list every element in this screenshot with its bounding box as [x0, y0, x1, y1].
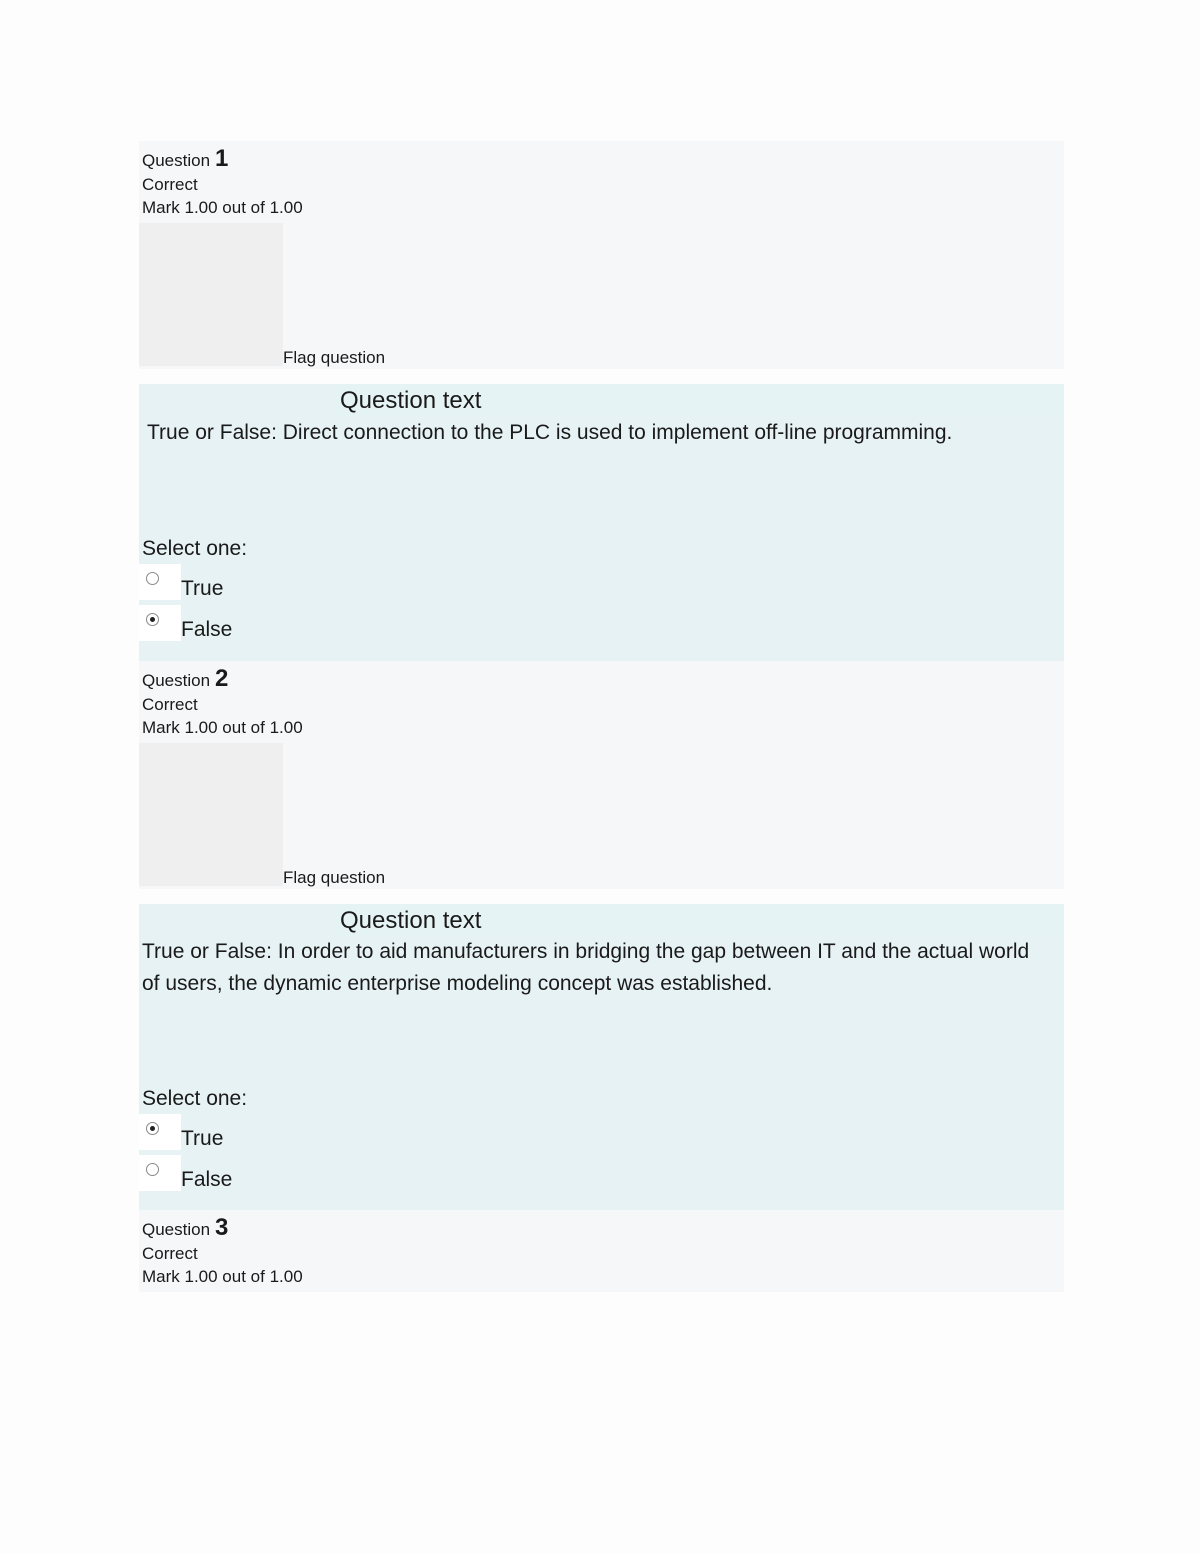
question-label: Question	[142, 1220, 211, 1239]
radio-false[interactable]	[146, 613, 159, 626]
radio-cell	[139, 564, 181, 600]
question-1-info	[139, 141, 1064, 369]
question-label: Question	[142, 151, 211, 170]
question-grade: Mark 1.00 out of 1.00	[142, 198, 303, 217]
select-one-prompt: Select one:	[142, 1087, 248, 1110]
question-1-formulation	[139, 384, 1064, 661]
question-number	[142, 1216, 1064, 1242]
answer-label[interactable]: True	[181, 1127, 224, 1150]
question-text-heading: Question text	[336, 384, 1064, 416]
answer-label[interactable]: True	[181, 577, 224, 600]
question-state: Correct	[142, 695, 198, 714]
question-text: True or False: In order to aid manufacturers in bridging the gap between IT and the actual world of users, the dynamic enterprise modeling concept was established.	[142, 940, 1030, 995]
question-number-value: 1	[215, 145, 229, 172]
question-state: Correct	[142, 175, 198, 194]
radio-cell	[139, 1114, 181, 1150]
radio-false[interactable]	[146, 1163, 159, 1176]
answer-option-false[interactable]	[139, 605, 539, 645]
answer-option-true[interactable]	[139, 1114, 539, 1154]
answer-label[interactable]: False	[181, 618, 233, 641]
question-label: Question	[142, 671, 211, 690]
radio-true[interactable]	[146, 1122, 159, 1135]
question-number-value: 2	[215, 665, 229, 692]
question-number-value: 3	[215, 1214, 229, 1241]
select-one-prompt: Select one:	[142, 537, 248, 560]
flag-icon[interactable]	[139, 743, 283, 886]
question-text: True or False: Direct connection to the PLC is used to implement off-line programming.	[147, 421, 953, 444]
flag-question-link[interactable]: Flag question	[283, 868, 386, 887]
question-3-info	[139, 1210, 1064, 1292]
flag-question-link[interactable]: Flag question	[283, 348, 386, 367]
quiz-review	[139, 141, 1064, 1292]
question-2-info	[139, 661, 1064, 889]
question-grade: Mark 1.00 out of 1.00	[142, 1267, 303, 1286]
question-2-formulation	[139, 904, 1064, 1210]
radio-cell	[139, 1155, 181, 1191]
question-number	[142, 147, 1064, 173]
radio-true[interactable]	[146, 572, 159, 585]
answer-label[interactable]: False	[181, 1168, 233, 1191]
flag-icon[interactable]	[139, 223, 283, 366]
question-grade: Mark 1.00 out of 1.00	[142, 718, 303, 737]
answer-option-false[interactable]	[139, 1155, 539, 1195]
radio-cell	[139, 605, 181, 641]
question-text-heading: Question text	[336, 904, 1064, 936]
question-number	[142, 667, 1064, 693]
question-state: Correct	[142, 1244, 198, 1263]
answer-option-true[interactable]	[139, 564, 539, 604]
